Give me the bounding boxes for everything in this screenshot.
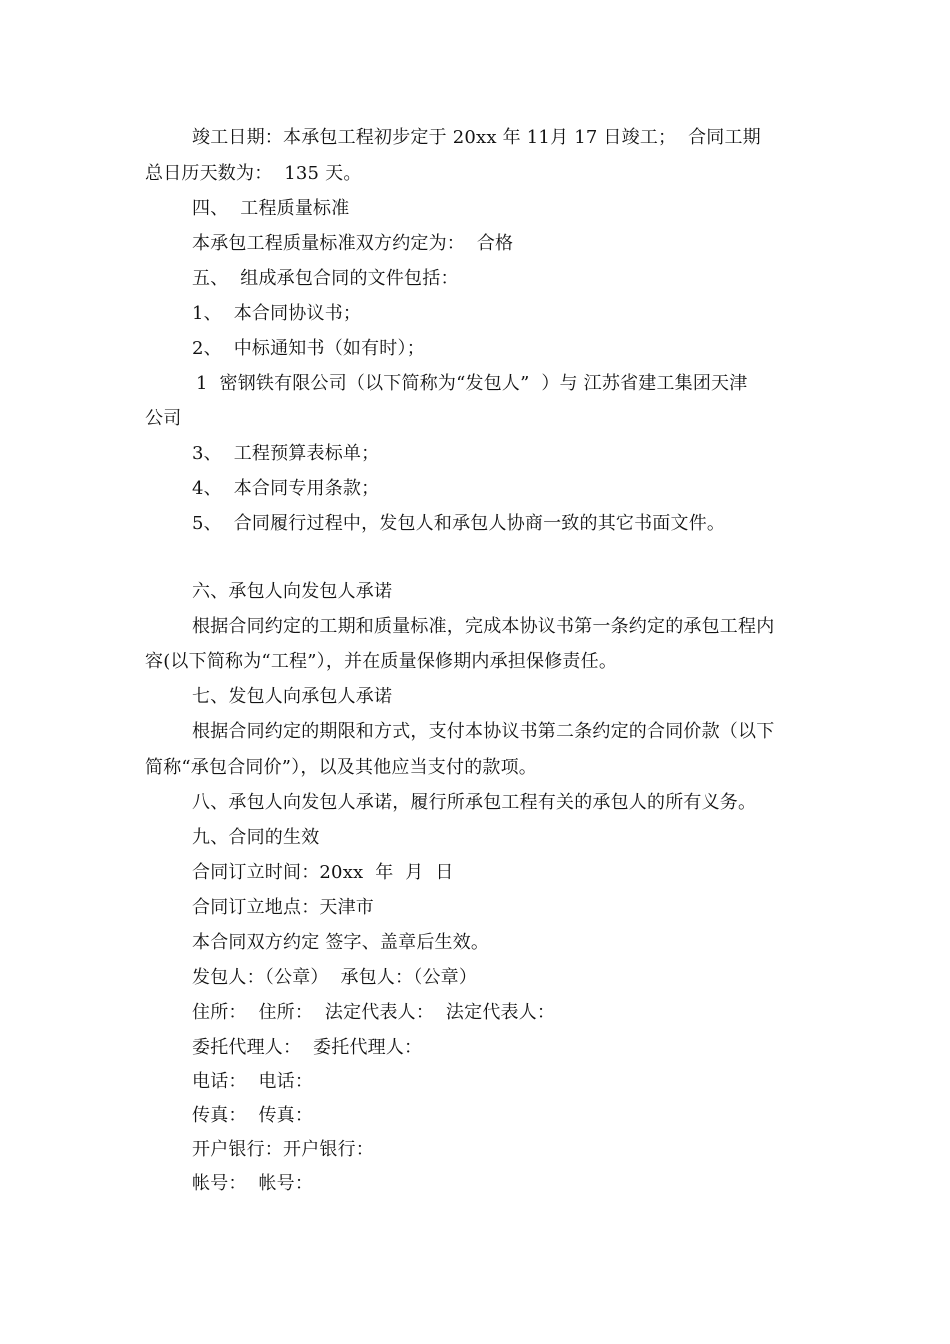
signature-line: 传真： 传真： xyxy=(192,1105,314,1126)
text-line: 本合同双方约定 签字、盖章后生效。 xyxy=(192,932,490,953)
text-line: 容(以下简称为“工程”），并在质量保修期内承担保修责任。 xyxy=(145,651,618,672)
text-line: 竣工日期：本承包工程初步定于 20xx 年 11月 17 日竣工； 合同工期 xyxy=(192,127,761,148)
list-item: 2、 中标通知书（如有时）； xyxy=(192,338,425,359)
signature-line: 开户银行：开户银行： xyxy=(192,1139,374,1160)
signature-line: 发包人：（公章） 承包人：（公章） xyxy=(192,967,478,988)
section-heading: 四、 工程质量标准 xyxy=(192,198,350,219)
text-line: 合同订立时间：20xx 年 月 日 xyxy=(192,862,454,883)
section-heading: 五、 组成承包合同的文件包括： xyxy=(192,268,459,289)
section-heading: 九、合同的生效 xyxy=(192,827,320,848)
text-line: 合同订立地点：天津市 xyxy=(192,897,374,918)
section-heading: 六、承包人向发包人承诺 xyxy=(192,581,393,602)
list-item: 3、 工程预算表标单； xyxy=(192,443,380,464)
text-line: 总日历天数为： 135 天。 xyxy=(145,163,362,184)
text-line: 简称“承包合同价”），以及其他应当支付的款项。 xyxy=(145,757,538,778)
list-item: 5、 合同履行过程中，发包人和承包人协商一致的其它书面文件。 xyxy=(192,513,726,534)
list-item: 4、 本合同专用条款； xyxy=(192,478,380,499)
text-line: 根据合同约定的期限和方式，支付本协议书第二条约定的合同价款（以下 xyxy=(192,721,775,742)
signature-line: 住所： 住所： 法定代表人： 法定代表人： xyxy=(192,1002,556,1023)
text-line: 本承包工程质量标准双方约定为： 合格 xyxy=(192,233,514,254)
signature-line: 委托代理人： 委托代理人： xyxy=(192,1037,423,1058)
text-line: 1 密钢铁有限公司（以下简称为“发包人” ）与 江苏省建工集团天津 xyxy=(196,373,748,394)
section-heading: 七、发包人向承包人承诺 xyxy=(192,686,393,707)
list-item: 1、 本合同协议书； xyxy=(192,303,362,324)
text-line: 公司 xyxy=(145,408,182,429)
signature-line: 帐号： 帐号： xyxy=(192,1173,314,1194)
signature-line: 电话： 电话： xyxy=(192,1071,314,1092)
text-line: 根据合同约定的工期和质量标准，完成本协议书第一条约定的承包工程内 xyxy=(192,616,775,637)
section-heading: 八、承包人向发包人承诺，履行所承包工程有关的承包人的所有义务。 xyxy=(192,792,757,813)
